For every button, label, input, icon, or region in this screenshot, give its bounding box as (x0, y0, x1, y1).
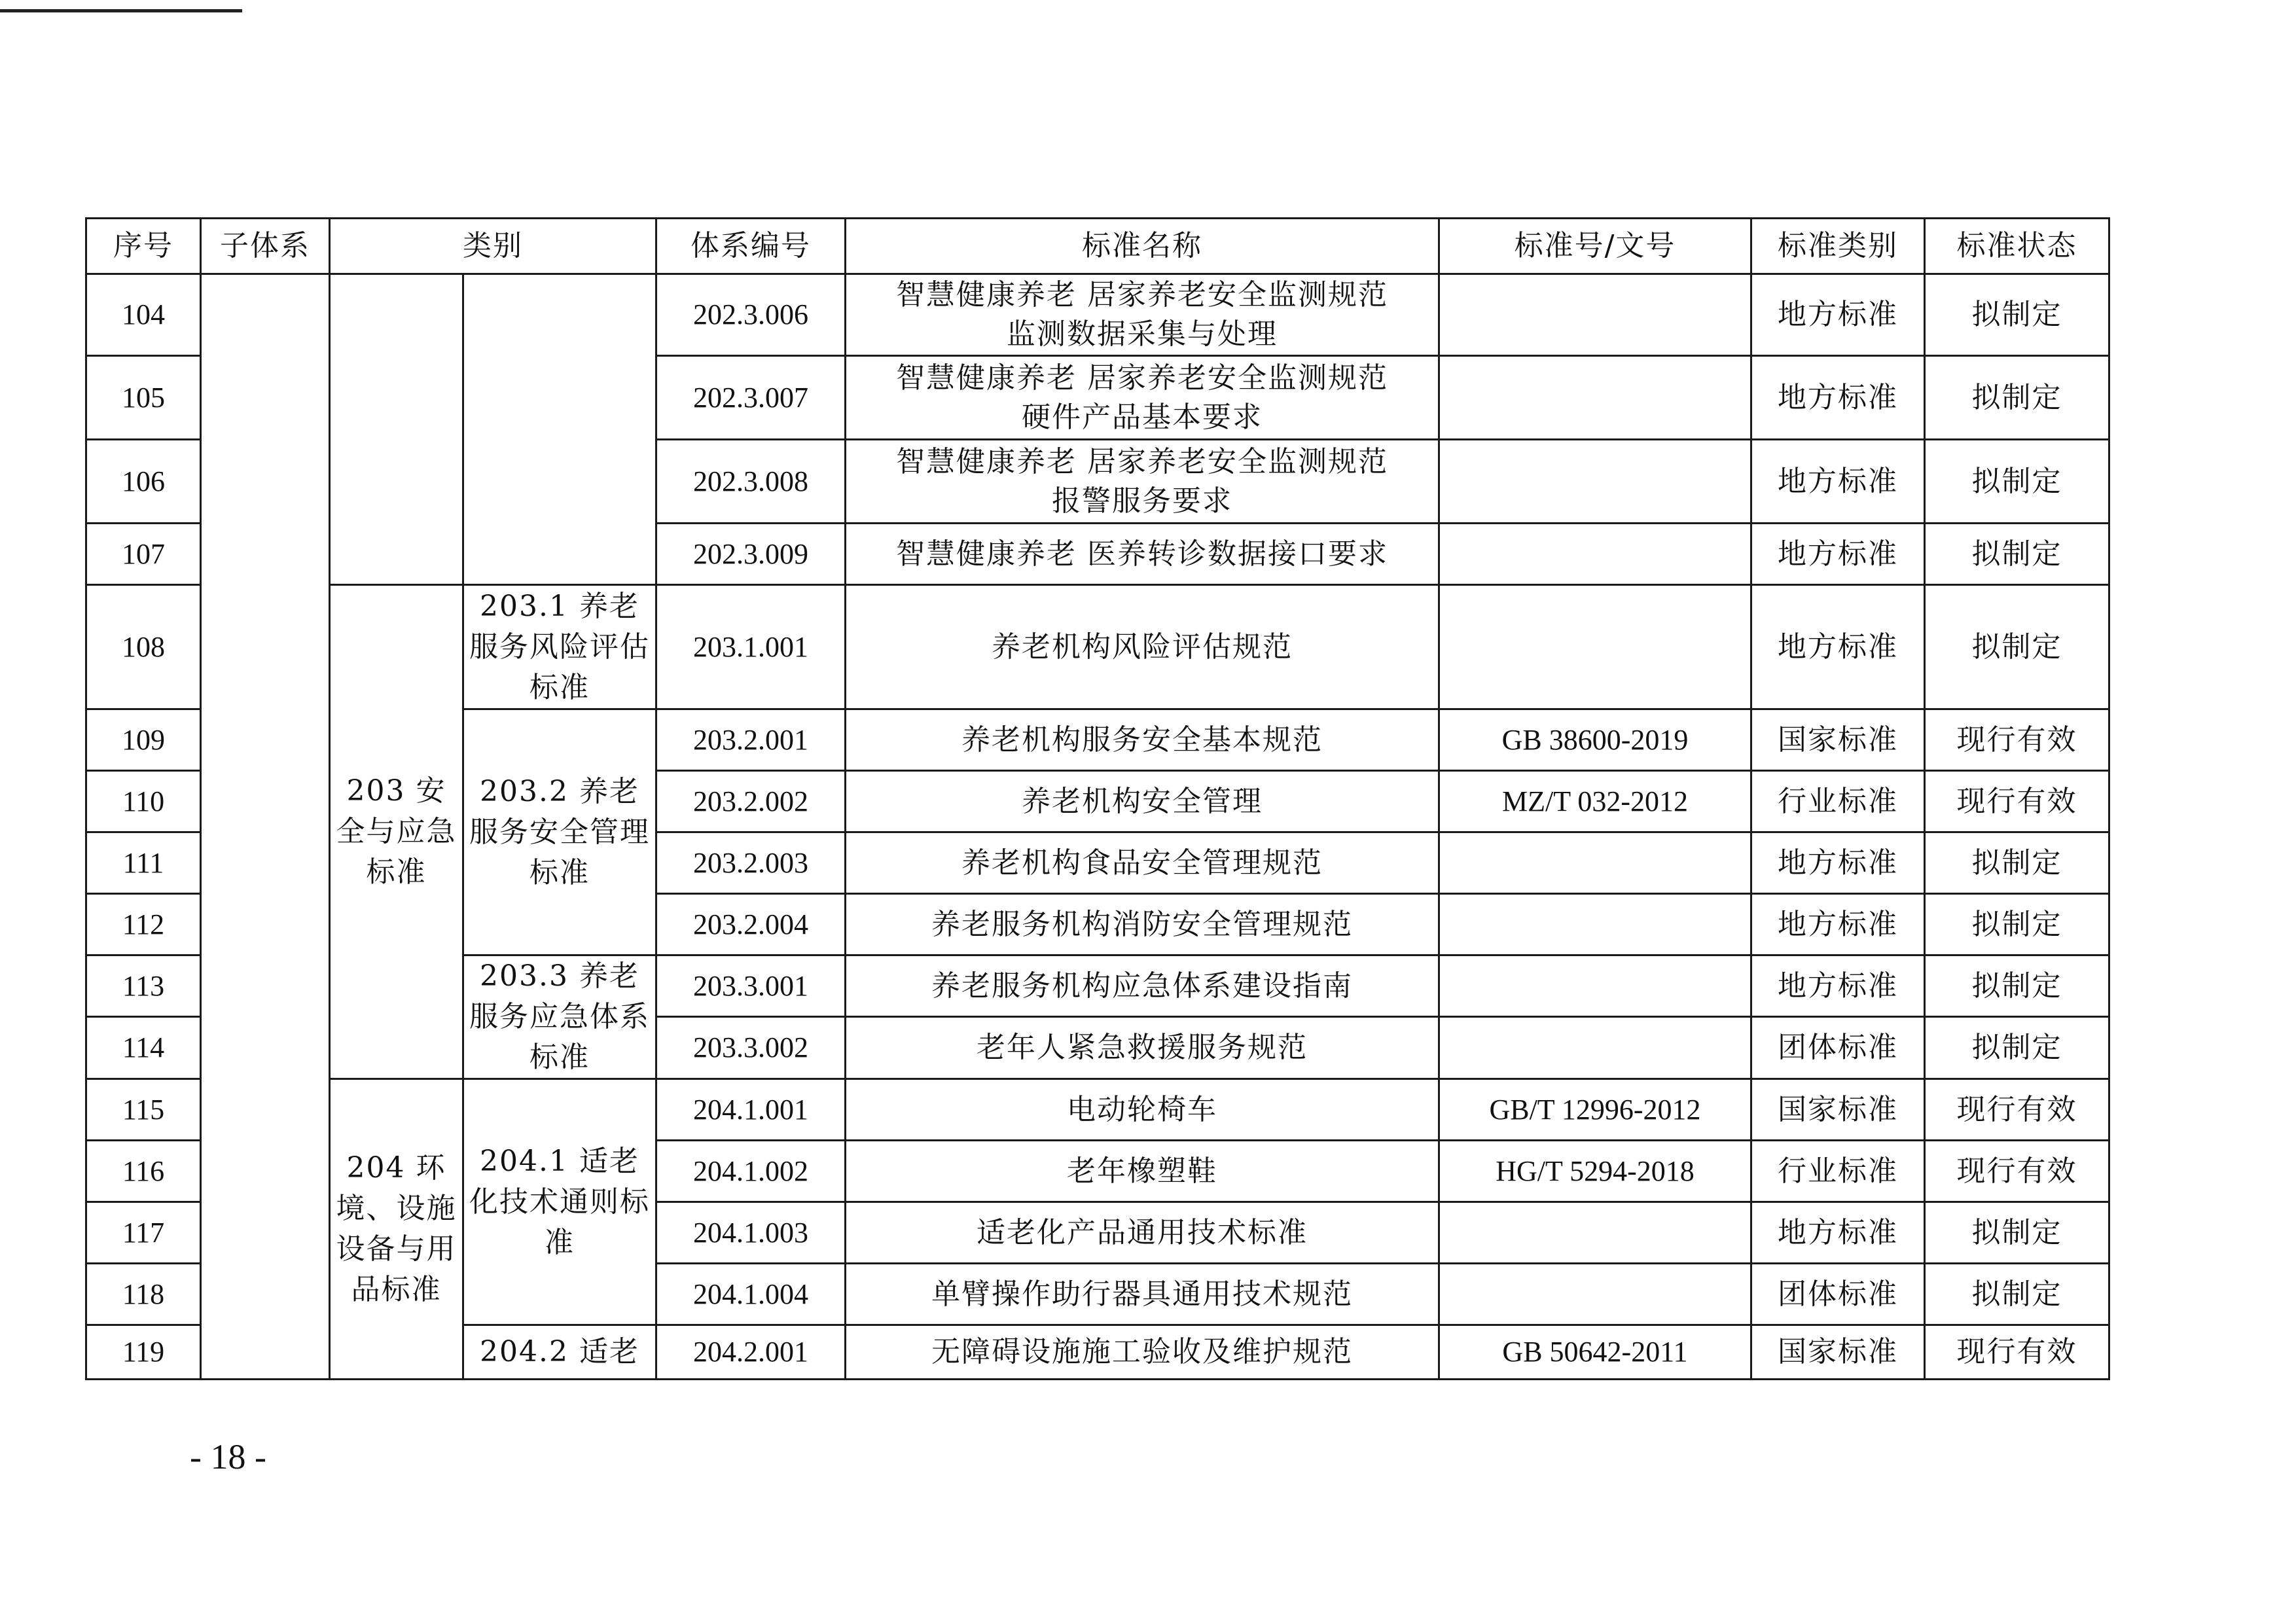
system-code: 202.3.006 (656, 274, 846, 356)
standard-status: 现行有效 (1925, 1325, 2109, 1380)
system-code: 202.3.007 (656, 356, 846, 440)
standard-type: 地方标准 (1751, 524, 1925, 585)
standard-type: 行业标准 (1751, 771, 1925, 832)
system-code: 202.3.009 (656, 524, 846, 585)
standard-type: 地方标准 (1751, 274, 1925, 356)
standard-type: 国家标准 (1751, 709, 1925, 771)
system-code: 204.2.001 (656, 1325, 846, 1380)
standards-table (85, 217, 2110, 1380)
subcategory-cell: 203.1 养老服务风险评估标准 (463, 585, 656, 709)
row-number: 114 (86, 1017, 201, 1079)
standard-type: 团体标准 (1751, 1017, 1925, 1079)
row-number: 113 (86, 955, 201, 1017)
standard-number: GB 50642-2011 (1439, 1325, 1751, 1380)
subsystem-cell (201, 274, 330, 1380)
standard-status: 拟制定 (1925, 585, 2109, 709)
row-number: 105 (86, 356, 201, 440)
system-code: 204.1.004 (656, 1264, 846, 1325)
table-row (86, 585, 2109, 709)
system-code: 203.3.001 (656, 955, 846, 1017)
header-no: 序号 (86, 219, 201, 274)
standard-number (1439, 524, 1751, 585)
standard-status: 现行有效 (1925, 1079, 2109, 1141)
standard-status: 现行有效 (1925, 709, 2109, 771)
standard-status: 现行有效 (1925, 771, 2109, 832)
row-number: 116 (86, 1141, 201, 1202)
header-standard-type: 标准类别 (1751, 219, 1925, 274)
standard-number (1439, 894, 1751, 955)
system-code: 204.1.003 (656, 1202, 846, 1264)
row-number: 107 (86, 524, 201, 585)
standard-number (1439, 585, 1751, 709)
standard-type: 国家标准 (1751, 1325, 1925, 1380)
row-number: 111 (86, 832, 201, 894)
standard-number: GB 38600-2019 (1439, 709, 1751, 771)
standard-type: 团体标准 (1751, 1264, 1925, 1325)
standard-number (1439, 1017, 1751, 1079)
standard-status: 拟制定 (1925, 832, 2109, 894)
category-group-cell: 203 安全与应急标准 (330, 585, 463, 1079)
row-number: 117 (86, 1202, 201, 1264)
standard-number (1439, 1202, 1751, 1264)
standard-name: 养老机构风险评估规范 (846, 585, 1439, 709)
subcategory-cell: 203.2 养老服务安全管理标准 (463, 709, 656, 955)
standard-number (1439, 440, 1751, 524)
header-standard-name: 标准名称 (846, 219, 1439, 274)
standard-status: 拟制定 (1925, 440, 2109, 524)
standard-name: 老年橡塑鞋 (846, 1141, 1439, 1202)
standard-status: 拟制定 (1925, 1017, 2109, 1079)
standard-number (1439, 274, 1751, 356)
row-number: 115 (86, 1079, 201, 1141)
standard-status: 拟制定 (1925, 274, 2109, 356)
standard-name: 智慧健康养老 居家养老安全监测规范 报警服务要求 (846, 440, 1439, 524)
standard-name: 智慧健康养老 居家养老安全监测规范 监测数据采集与处理 (846, 274, 1439, 356)
standard-type: 地方标准 (1751, 832, 1925, 894)
standard-name: 无障碍设施施工验收及维护规范 (846, 1325, 1439, 1380)
standard-number: HG/T 5294-2018 (1439, 1141, 1751, 1202)
standard-name: 养老服务机构应急体系建设指南 (846, 955, 1439, 1017)
standard-number: GB/T 12996-2012 (1439, 1079, 1751, 1141)
subcategory-cell: 204.2 适老 (463, 1325, 656, 1380)
standard-type: 地方标准 (1751, 356, 1925, 440)
page-number: - 18 - (190, 1437, 266, 1476)
standard-number (1439, 955, 1751, 1017)
system-code: 203.2.001 (656, 709, 846, 771)
row-number: 104 (86, 274, 201, 356)
row-number: 118 (86, 1264, 201, 1325)
standard-status: 现行有效 (1925, 1141, 2109, 1202)
subcategory-cell (463, 274, 656, 585)
standard-name: 养老服务机构消防安全管理规范 (846, 894, 1439, 955)
standard-name: 适老化产品通用技术标准 (846, 1202, 1439, 1264)
system-code: 203.3.002 (656, 1017, 846, 1079)
standard-name: 老年人紧急救援服务规范 (846, 1017, 1439, 1079)
standard-name: 智慧健康养老 医养转诊数据接口要求 (846, 524, 1439, 585)
standard-type: 地方标准 (1751, 440, 1925, 524)
row-number: 119 (86, 1325, 201, 1380)
header-rule (0, 9, 242, 12)
standard-name: 养老机构食品安全管理规范 (846, 832, 1439, 894)
category-group-cell: 204 环境、设施设备与用品标准 (330, 1079, 463, 1380)
standard-type: 地方标准 (1751, 585, 1925, 709)
standard-type: 地方标准 (1751, 955, 1925, 1017)
standard-status: 拟制定 (1925, 955, 2109, 1017)
table-row (86, 1079, 2109, 1141)
standard-name: 养老机构服务安全基本规范 (846, 709, 1439, 771)
row-number: 109 (86, 709, 201, 771)
header-row (86, 219, 2109, 274)
system-code: 204.1.002 (656, 1141, 846, 1202)
standard-type: 国家标准 (1751, 1079, 1925, 1141)
system-code: 203.2.002 (656, 771, 846, 832)
standard-name: 电动轮椅车 (846, 1079, 1439, 1141)
row-number: 112 (86, 894, 201, 955)
category-group-cell (330, 274, 463, 585)
standard-status: 拟制定 (1925, 1202, 2109, 1264)
header-category: 类别 (330, 219, 656, 274)
standard-type: 行业标准 (1751, 1141, 1925, 1202)
standard-status: 拟制定 (1925, 524, 2109, 585)
header-system-code: 体系编号 (656, 219, 846, 274)
row-number: 108 (86, 585, 201, 709)
standard-type: 地方标准 (1751, 1202, 1925, 1264)
system-code: 203.1.001 (656, 585, 846, 709)
system-code: 203.2.003 (656, 832, 846, 894)
header-standard-status: 标准状态 (1925, 219, 2109, 274)
header-standard-number: 标准号/文号 (1439, 219, 1751, 274)
table-row (86, 274, 2109, 356)
row-number: 110 (86, 771, 201, 832)
system-code: 202.3.008 (656, 440, 846, 524)
standard-type: 地方标准 (1751, 894, 1925, 955)
subcategory-cell: 203.3 养老服务应急体系标准 (463, 955, 656, 1079)
standard-status: 拟制定 (1925, 1264, 2109, 1325)
standard-number (1439, 1264, 1751, 1325)
standard-name: 智慧健康养老 居家养老安全监测规范 硬件产品基本要求 (846, 356, 1439, 440)
standard-number (1439, 356, 1751, 440)
standard-name: 单臂操作助行器具通用技术规范 (846, 1264, 1439, 1325)
subcategory-cell: 204.1 适老化技术通则标准 (463, 1079, 656, 1325)
standard-number: MZ/T 032-2012 (1439, 771, 1751, 832)
row-number: 106 (86, 440, 201, 524)
system-code: 203.2.004 (656, 894, 846, 955)
header-subsystem: 子体系 (201, 219, 330, 274)
system-code: 204.1.001 (656, 1079, 846, 1141)
standard-number (1439, 832, 1751, 894)
standard-status: 拟制定 (1925, 894, 2109, 955)
standard-name: 养老机构安全管理 (846, 771, 1439, 832)
standard-status: 拟制定 (1925, 356, 2109, 440)
